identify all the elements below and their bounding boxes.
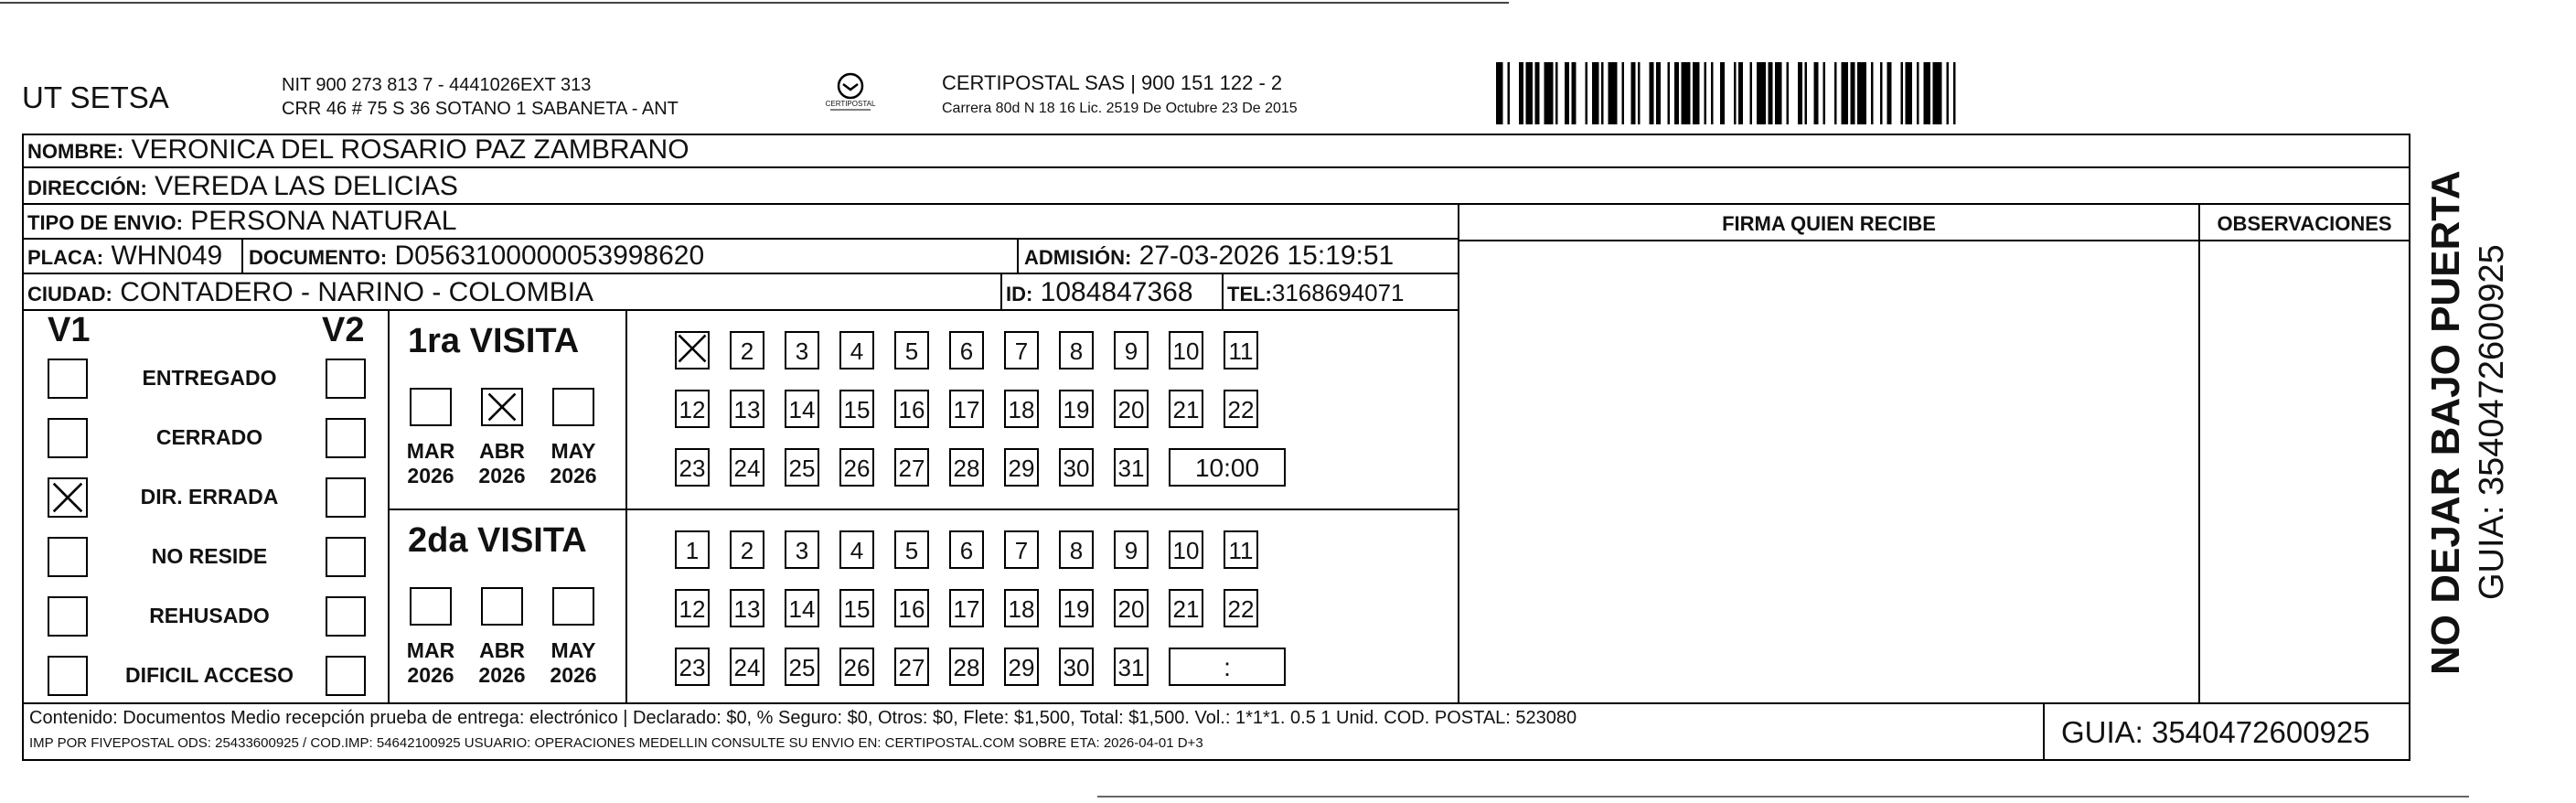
barcode-bar [1769,62,1773,124]
barcode-bar [1682,62,1691,124]
plate-field [27,240,222,274]
frame-left [22,134,24,761]
day-box[interactable]: 13 [730,589,764,627]
barcode-bar [1674,62,1679,124]
day-box[interactable]: 22 [1224,390,1258,428]
row-line-footer [22,702,2410,704]
signature-header: FIRMA QUIEN RECIBE [1722,212,1936,235]
v1-checkbox[interactable] [48,537,88,577]
day-box[interactable]: 20 [1114,390,1149,428]
document-field [249,240,704,274]
day-box[interactable]: 28 [949,648,984,686]
barcode-bar [1880,62,1883,124]
barcode-bar [1638,62,1641,124]
admission-value: 27-03-2026 15:19:51 [1138,241,1395,271]
day-box[interactable]: 22 [1224,589,1258,627]
barcode-bar [1720,62,1725,124]
barcode-bar [1508,62,1511,124]
month-checkbox[interactable] [410,388,452,426]
day-box[interactable]: 31 [1114,448,1149,487]
barcode-bar [1572,62,1577,124]
name-value: VERONICA DEL ROSARIO PAZ ZAMBRANO [131,134,689,165]
day-box[interactable]: 17 [949,589,984,627]
side-warning: NO DEJAR BAJO PUERTA [2423,170,2468,675]
barcode-bar [1711,62,1714,124]
barcode-bar [1609,62,1618,124]
city-label: CIUDAD: [27,283,112,305]
admission-label: ADMISIÓN: [1024,246,1132,269]
city-value: CONTADERO - NARINO - COLOMBIA [120,277,594,307]
status-label: NO RESIDE [151,544,268,568]
day-box[interactable]: 28 [949,448,984,487]
day-box[interactable]: 18 [1004,390,1039,428]
x-mark-icon [677,333,708,364]
logo-text: CERTIPOSTAL [825,100,876,108]
content-line: Contenido: Documentos Medio recepción prueba de entrega: electrónico | Declarado: $0, % Seguro: $0, Otros: $0, Flete: $1,500, Total: $1,500. Vol.: 1*1*1. 0.5 1 Unid. COD. POSTAL: 523080 [29,708,1577,728]
admission-field [1024,240,1394,274]
month-checkbox[interactable] [552,388,594,426]
barcode-bar [1834,62,1837,124]
v2-checkbox[interactable] [326,537,366,577]
day-box[interactable]: 25 [785,448,819,487]
admission-divider [1017,240,1019,273]
barcode-bar [1924,62,1931,124]
day-box[interactable]: 21 [1169,390,1203,428]
v1-checkbox[interactable] [48,418,88,458]
certipostal-license: Carrera 80d N 18 16 Lic. 2519 De Octubre 23 De 2015 [942,101,1298,116]
status-label: DIFICIL ACCESO [124,663,294,687]
month-year: 2026 [478,663,526,687]
day-box[interactable]: 14 [785,589,819,627]
day-box[interactable]: 19 [1059,390,1094,428]
day-box[interactable]: 5 [894,530,929,569]
month-name: ABR [479,638,525,662]
barcode-bar [1650,62,1654,124]
visit-title: 1ra VISITA [408,322,580,360]
footer-guia-divider [2043,704,2045,759]
day-box[interactable]: 6 [949,331,984,369]
day-box[interactable]: 30 [1059,448,1094,487]
barcode-bar [1805,62,1808,124]
day-box[interactable]: 4 [839,530,874,569]
company-address: CRR 46 # 75 S 36 SOTANO 1 SABANETA - ANT [282,99,679,119]
address-field [27,170,458,205]
day-box[interactable]: 11 [1224,530,1258,569]
day-box[interactable]: 12 [675,390,710,428]
frame-bottom [22,759,2410,761]
barcode-bar [1901,62,1904,124]
document-value: D0563100000053998620 [394,241,705,271]
month-checkbox[interactable] [410,587,452,626]
id-divider [1000,274,1002,309]
day-box[interactable]: 13 [730,390,764,428]
barcode-bar [1857,62,1866,124]
day-box[interactable] [675,331,710,369]
barcode-bar [1851,62,1855,124]
day-box[interactable]: 6 [949,530,984,569]
barcode-bar [1787,62,1790,124]
barcode-bar [1887,62,1892,124]
document-label: DOCUMENTO: [249,246,388,269]
company-nit: NIT 900 273 813 7 - 4441026EXT 313 [282,75,592,95]
day-box[interactable]: 29 [1004,448,1039,487]
day-box[interactable]: 23 [675,648,710,686]
day-box[interactable]: 4 [839,331,874,369]
barcode-bar [1545,62,1554,124]
day-box[interactable]: 26 [839,448,874,487]
bottom-edge-line [1097,796,2469,798]
frame-right [2409,134,2410,761]
id-field [1006,276,1193,311]
barcode-bar [1823,62,1826,124]
month-checkbox[interactable] [481,388,523,426]
month-checkbox[interactable] [552,587,594,626]
barcode-bar [1814,62,1819,124]
month-name: MAY [550,638,596,662]
observations-area[interactable] [2204,245,2405,699]
barcode-bar [1622,62,1625,124]
signature-area[interactable] [1463,245,2195,699]
address-value: VEREDA LAS DELICIAS [155,171,458,201]
name-label: NOMBRE: [27,140,124,163]
status-label: ENTREGADO [142,366,277,390]
day-box[interactable]: 29 [1004,648,1039,686]
v1-checkbox[interactable] [48,359,88,399]
day-box[interactable]: 23 [675,448,710,487]
certipostal-info: CERTIPOSTAL SAS | 900 151 122 - 2 [942,71,1283,94]
v2-checkbox[interactable] [326,359,366,399]
month-name: MAR [406,439,455,463]
observations-header: OBSERVACIONES [2217,212,2392,235]
day-box[interactable]: 9 [1114,331,1149,369]
month-checkbox[interactable] [481,587,523,626]
barcode-bar [1705,62,1707,124]
v2-header: V2 [322,311,365,349]
day-box[interactable]: 14 [785,390,819,428]
plate-divider [241,240,243,273]
barcode-bar [1947,62,1950,124]
month-name: MAR [406,638,455,662]
day-box[interactable]: 2 [730,331,764,369]
month-year: 2026 [478,464,526,487]
month-year: 2026 [550,663,597,687]
month-name: MAY [550,439,596,463]
barcode-bar [1535,62,1540,124]
day-box[interactable]: 3 [785,530,819,569]
day-box[interactable]: 24 [730,448,764,487]
tel-value: 3168694071 [1271,279,1405,306]
barcode-bar [1526,62,1534,124]
day-box[interactable]: 24 [730,648,764,686]
day-box[interactable]: 31 [1114,648,1149,686]
month-year: 2026 [407,464,454,487]
observations-col-left [2198,203,2200,704]
day-box[interactable]: 12 [675,589,710,627]
type-value: PERSONA NATURAL [190,206,457,236]
v1-checkbox[interactable] [48,477,88,518]
city-field [27,276,593,311]
top-edge-line [0,2,1509,4]
certipostal-logo [823,70,878,115]
v1-header: V1 [48,311,91,349]
barcode [1496,62,2228,126]
barcode-bar [1775,62,1782,124]
day-box[interactable]: 25 [785,648,819,686]
day-box[interactable]: 7 [1004,530,1039,569]
v2-checkbox[interactable] [326,418,366,458]
status-visits-divider [388,311,390,702]
name-field [27,134,689,168]
barcode-bar [1757,62,1766,124]
day-box[interactable]: 21 [1169,589,1203,627]
day-box[interactable]: 10 [1169,331,1203,369]
plate-label: PLACA: [27,246,104,269]
barcode-bar [1586,62,1588,124]
months-days-divider [625,311,627,702]
barcode-bar [1917,62,1919,124]
month-year: 2026 [407,663,454,687]
day-box[interactable]: 8 [1059,331,1094,369]
day-box[interactable]: 15 [839,390,874,428]
barcode-bar [1668,62,1671,124]
barcode-bar [1734,62,1737,124]
day-box[interactable]: 10 [1169,530,1203,569]
day-box[interactable]: 27 [894,448,929,487]
status-label: CERRADO [155,425,263,449]
footer-guia: GUIA: 3540472600925 [2061,715,2370,749]
barcode-bar [1496,62,1503,124]
day-box[interactable]: 8 [1059,530,1094,569]
day-box[interactable]: 27 [894,648,929,686]
barcode-bar [1871,62,1874,124]
barcode-bar [1798,62,1802,124]
barcode-bar [1842,62,1849,124]
v2-checkbox[interactable] [326,477,366,518]
status-label: DIR. ERRADA [140,485,279,509]
day-box[interactable]: 20 [1114,589,1149,627]
barcode-bar [1565,62,1569,124]
barcode-bar [1933,62,1942,124]
barcode-bar [1592,62,1599,124]
time-box[interactable]: : [1169,648,1286,686]
day-box[interactable]: 15 [839,589,874,627]
time-box[interactable]: 10:00 [1169,448,1286,487]
day-box[interactable]: 1 [675,530,710,569]
v2-checkbox[interactable] [326,656,366,696]
day-box[interactable]: 30 [1059,648,1094,686]
v1-checkbox[interactable] [48,656,88,696]
barcode-bar [1953,62,1956,124]
v2-checkbox[interactable] [326,596,366,637]
day-box[interactable]: 19 [1059,589,1094,627]
barcode-bar [1738,62,1743,124]
visit-title: 2da VISITA [408,521,587,560]
month-name: ABR [479,439,525,463]
day-box[interactable]: 26 [839,648,874,686]
id-label: ID: [1006,283,1033,305]
day-box[interactable]: 18 [1004,589,1039,627]
barcode-bar [1750,62,1753,124]
tel-label: TEL: [1227,283,1272,305]
barcode-bar [1601,62,1604,124]
barcode-bar [1906,62,1913,124]
tel-divider [1222,274,1224,309]
barcode-bar [1631,62,1636,124]
signature-col-left [1458,203,1459,704]
day-box[interactable]: 7 [1004,331,1039,369]
day-box[interactable]: 16 [894,589,929,627]
day-box[interactable]: 9 [1114,530,1149,569]
v1-checkbox[interactable] [48,596,88,637]
barcode-bar [1555,62,1558,124]
id-value: 1084847368 [1040,277,1193,307]
day-box[interactable]: 11 [1224,331,1258,369]
month-year: 2026 [550,464,597,487]
tel-field [1227,276,1405,311]
visit-divider [388,509,1458,510]
status-label: REHUSADO [149,604,270,627]
x-mark-icon [51,481,84,514]
day-box[interactable]: 16 [894,390,929,428]
company-name: UT SETSA [22,80,169,114]
plate-value: WHN049 [111,241,223,271]
type-field [27,205,456,240]
day-box[interactable]: 17 [949,390,984,428]
signature-header-line [1458,240,2409,241]
address-label: DIRECCIÓN: [27,177,147,199]
side-guia: GUIA: 3540472600925 [2473,244,2511,600]
day-box[interactable]: 3 [785,331,819,369]
barcode-bar [1693,62,1700,124]
barcode-bar [1519,62,1523,124]
imp-line: IMP POR FIVEPOSTAL ODS: 25433600925 / COD.IMP: 54642100925 USUARIO: OPERACIONES MEDELLIN CONSULTE SU ENVIO EN: CERTIPOSTAL.COM SOBRE ETA: 2026-04-01 D+3 [29,735,1203,751]
type-label: TIPO DE ENVIO: [27,211,183,234]
day-box[interactable]: 2 [730,530,764,569]
barcode-bar [1656,62,1661,124]
day-box[interactable]: 5 [894,331,929,369]
